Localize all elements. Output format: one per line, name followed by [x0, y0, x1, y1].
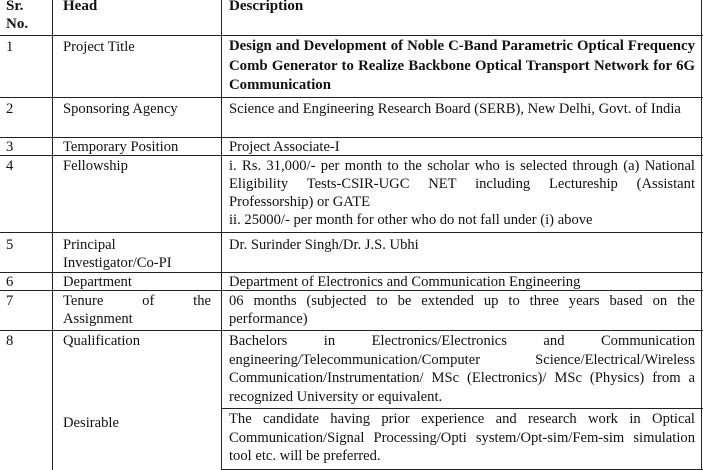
row-divider — [221, 408, 703, 409]
header-sr-text: Sr. — [6, 0, 24, 14]
fellowship-value — [229, 157, 695, 229]
row-3-sr: 3 — [6, 139, 14, 155]
column-divider — [221, 0, 222, 470]
column-divider — [701, 0, 702, 470]
row-divider — [0, 35, 703, 36]
row-7-head — [63, 292, 213, 328]
header-description: Description — [229, 0, 304, 14]
qualification-value: Bachelors in Electronics/Electronics and Communication engineering/Telecommunication/Computer Science/Electrical/Wireless Communication/Instrumentation/ MSc (Electronics)/ MSc (Physics) from a recognized University or equivalent. — [229, 333, 695, 405]
tenure-value: 06 months (subjected to be extended up to three years based on the performance) — [229, 293, 695, 327]
desirable-head: Desirable — [63, 415, 119, 431]
row-divider — [0, 330, 703, 331]
sponsoring-agency-value: Science and Engineering Research Board (SERB), New Delhi, Govt. of India — [229, 101, 681, 117]
project-title-value: Design and Development of Noble C-Band Parametric Optical Frequency Comb Generator to Realize Backbone Optical Transport Network for 6G Communication — [229, 38, 695, 93]
row-3-head: Temporary Position — [63, 139, 179, 155]
row-divider — [0, 232, 703, 233]
pi-value: Dr. Surinder Singh/Dr. J.S. Ubhi — [229, 237, 419, 253]
row-5-head: Principal Investigator/Co-PI — [63, 237, 172, 271]
row-7-sr: 7 — [6, 293, 14, 309]
row-5-sr: 5 — [6, 237, 14, 253]
temporary-position-value: Project Associate-I — [229, 139, 340, 155]
fellowship-line-ii: ii. 25000/- per month for other who do not fall under (i) above — [229, 212, 593, 228]
fellowship-line-i: i. Rs. 31,000/- per month to the scholar who is selected through (a) National Eligibility Tests-CSIR-UGC NET including Lectureship (Assistant Professorship) or GATE — [229, 158, 695, 210]
tenure-head-word: the — [193, 293, 211, 309]
tenure-head-word: of — [142, 293, 155, 309]
row-6-head: Department — [63, 274, 132, 290]
tenure-head-word: Tenure — [63, 293, 104, 309]
department-value: Department of Electronics and Communication Engineering — [229, 274, 581, 290]
header-head: Head — [63, 0, 98, 14]
row-4-head: Fellowship — [63, 158, 128, 174]
row-divider — [0, 97, 703, 98]
row-1-sr: 1 — [6, 39, 14, 55]
row-2-sr: 2 — [6, 101, 14, 117]
row-1-head: Project Title — [63, 39, 135, 55]
tenure-head-line-2: Assignment — [63, 311, 133, 327]
header-no-text: No. — [6, 16, 29, 32]
column-divider — [52, 0, 53, 470]
desirable-value: The candidate having prior experience and research work in Optical Communication/Signal Processing/Opti system/Opt-sim/Fem-sim simulation tool etc. will be preferred. — [229, 411, 695, 464]
row-8-head: Qualification — [63, 333, 140, 349]
row-2-head: Sponsoring Agency — [63, 101, 178, 117]
header-sr — [6, 0, 46, 33]
tenure-head-line-1 — [63, 292, 211, 310]
row-6-sr: 6 — [6, 274, 14, 290]
row-4-sr: 4 — [6, 158, 14, 174]
row-8-sr: 8 — [6, 333, 14, 349]
